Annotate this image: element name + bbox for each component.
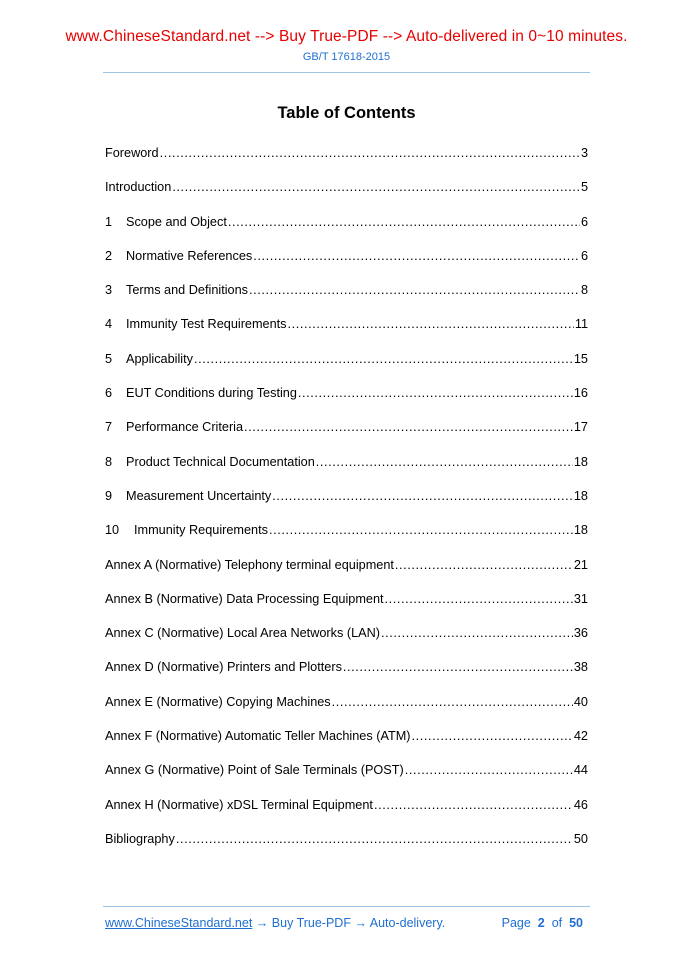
toc-entry-title: Introduction [105,180,172,195]
toc-entry-page: 3 [580,146,588,160]
toc-entry-title: Annex D (Normative) Printers and Plotters [105,660,342,675]
toc-entry-title: Normative References [126,248,253,263]
toc-entry-title: Performance Criteria [126,420,244,435]
toc-entry-title: Annex C (Normative) Local Area Networks (LAN) [105,626,380,641]
toc-dot-leader [176,830,573,848]
toc-entry-title: Bibliography [105,831,175,846]
toc-entry-page: 31 [573,591,588,606]
toc-dot-leader [395,556,573,574]
toc-entry-title: Annex H (Normative) xDSL Terminal Equipment [105,797,373,812]
toc-entry[interactable] [105,281,588,315]
toc-entry-page: 21 [573,557,588,572]
toc-entry-page: 46 [573,797,588,812]
toc-dot-leader [172,178,580,196]
toc-entry-title: Annex B (Normative) Data Processing Equipment [105,591,384,606]
toc-entry-title: Annex E (Normative) Copying Machines [105,694,331,709]
footer-delivery-text: Auto-delivery. [369,916,446,930]
toc-dot-leader [381,624,573,642]
toc-dot-leader [298,384,573,402]
page-indicator [502,916,583,930]
page-label: Page [501,916,531,930]
toc-entry[interactable] [105,556,588,590]
page-total: 50 [569,916,583,930]
toc-dot-leader [332,693,573,711]
toc-entry-title: Annex A (Normative) Telephony terminal equipment [105,557,394,572]
page-footer [105,916,583,934]
page-current: 2 [537,916,545,930]
toc-entry[interactable] [105,384,588,418]
promo-banner[interactable]: www.ChineseStandard.net --> Buy True-PDF --> Auto-delivered in 0~10 minutes. [65,28,628,45]
toc-dot-leader [288,315,574,333]
toc-entry-page: 18 [573,488,588,503]
toc-entry[interactable] [105,658,588,692]
toc-dot-leader [412,727,573,745]
toc-entry-page: 40 [573,694,588,709]
toc-entry-title: Applicability [126,351,193,366]
toc-entry-number: 10 [105,523,120,538]
toc-entry-page: 18 [573,523,588,538]
toc-entry-title: Terms and Definitions [126,283,248,298]
toc-entry[interactable] [105,487,588,521]
toc-dot-leader [343,658,573,676]
toc-entry-title: EUT Conditions during Testing [126,386,297,401]
toc-entry-title: Measurement Uncertainty [126,488,272,503]
toc-entry[interactable] [105,315,588,349]
toc-dot-leader [405,761,573,779]
toc-entry-title: Immunity Test Requirements [126,317,287,332]
toc-entry-page: 44 [573,763,588,778]
footer-buy-text: Buy True-PDF [271,916,351,930]
toc-entry-page: 42 [573,729,588,744]
toc-entry-number: 3 [105,283,113,298]
toc-entry-page: 5 [580,180,588,195]
arrow-icon: → [255,916,269,930]
toc-entry-page: 50 [573,831,588,846]
footer-divider [103,906,590,907]
toc-entry-title: Scope and Object [126,214,227,229]
toc-dot-leader [385,590,573,608]
toc-entry[interactable] [105,453,588,487]
toc-entry[interactable] [105,830,588,864]
toc-entry-title: Product Technical Documentation [126,454,315,469]
toc-entry-page: 15 [573,351,588,366]
toc-entry-number: 8 [105,454,113,469]
toc-dot-leader [249,281,580,299]
toc-dot-leader [160,144,580,162]
toc-entry-page: 36 [573,626,588,641]
toc-entry-page: 6 [580,248,588,263]
toc-dot-leader [194,350,573,368]
toc-entry-number: 5 [105,351,113,366]
toc-entry[interactable] [105,590,588,624]
toc-dot-leader [269,521,573,539]
toc-entry-title: Annex G (Normative) Point of Sale Terminals (POST) [105,763,404,778]
toc-entry[interactable] [105,521,588,555]
toc-entry-number: 4 [105,317,113,332]
toc-entry[interactable] [105,761,588,795]
header-divider [103,72,590,73]
toc-entry[interactable] [105,796,588,830]
toc-entry-page: 18 [573,454,588,469]
toc-dot-leader [253,247,580,265]
toc-entry-number: 7 [105,420,113,435]
toc-entry-title: Immunity Requirements [134,523,268,538]
toc-entry-page: 11 [574,317,588,332]
toc-entry[interactable] [105,213,588,247]
toc-entry[interactable] [105,693,588,727]
standard-code: GB/T 17618-2015 [302,51,391,63]
toc-entry-page: 16 [573,386,588,401]
toc-entry-number: 6 [105,386,113,401]
toc-entry-number: 2 [105,248,113,263]
toc-dot-leader [244,418,573,436]
of-label: of [551,916,563,930]
toc-entry-page: 8 [580,283,588,298]
toc-entry-title: Annex F (Normative) Automatic Teller Machines (ATM) [105,729,411,744]
toc-entry-page: 6 [580,214,588,229]
footer-site-link[interactable]: www.ChineseStandard.net [105,916,253,930]
toc-entry[interactable] [105,178,588,212]
toc-dot-leader [374,796,573,814]
toc-entry[interactable] [105,350,588,384]
toc-entry-page: 17 [573,420,588,435]
toc-entry-title: Foreword [105,146,159,160]
toc-entry[interactable] [105,247,588,281]
toc-entry-page: 38 [573,660,588,675]
toc-title: Table of Contents [277,104,416,122]
arrow-icon: → [354,916,367,930]
toc-dot-leader [316,453,573,471]
toc-entry[interactable] [105,624,588,658]
toc-entry-number: 1 [105,214,113,229]
toc-entry-number: 9 [105,488,113,503]
toc-entry[interactable] [105,418,588,452]
toc-dot-leader [272,487,573,505]
toc-dot-leader [228,213,580,231]
table-of-contents [105,144,588,864]
toc-entry[interactable] [105,727,588,761]
toc-entry[interactable] [105,144,588,178]
